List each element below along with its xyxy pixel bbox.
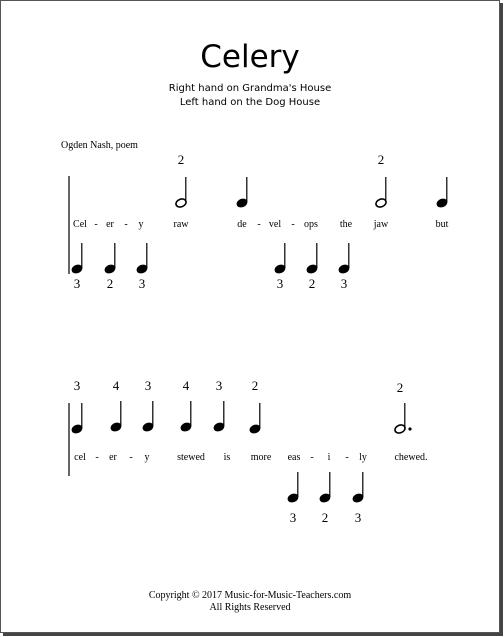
copyright-line-2: All Rights Reserved [209, 602, 291, 613]
finger-number: 2 [377, 152, 385, 167]
note-quarter [110, 378, 122, 432]
augmentation-dot [408, 427, 411, 430]
lyric-hyphen: - [291, 219, 295, 230]
system2-lyrics [74, 452, 427, 463]
lyric-syllable: is [223, 452, 231, 463]
lyric-syllable: y [144, 452, 150, 463]
note-half [375, 152, 387, 208]
note-dotted-half [394, 380, 412, 434]
system1-lyrics [73, 219, 449, 230]
note-quarter [142, 378, 154, 432]
finger-number: 2 [106, 276, 114, 291]
note-quarter [352, 472, 364, 525]
note-quarter [436, 177, 448, 208]
lyric-hyphen: - [129, 452, 133, 463]
note-quarter [71, 243, 83, 291]
copyright-line-1: Copyright © 2017 Music-for-Music-Teachers.com [148, 590, 352, 601]
lyric-syllable: raw [173, 219, 189, 230]
lyric-syllable: jaw [373, 219, 389, 230]
lyric-syllable: i [327, 452, 331, 463]
note-quarter [274, 243, 286, 291]
finger-number: 4 [112, 378, 120, 393]
lyric-syllable: eas [287, 452, 301, 463]
lyric-syllable: er [109, 452, 117, 463]
system1-lower-staff [71, 243, 350, 291]
lyric-syllable: y [138, 219, 144, 230]
poem-credit: Ogden Nash, poem [61, 140, 138, 151]
lyric-hyphen: - [345, 452, 349, 463]
finger-number: 2 [321, 510, 329, 525]
lyric-hyphen: - [257, 219, 261, 230]
note-quarter [338, 243, 350, 291]
note-quarter [287, 472, 299, 525]
music-notation [1, 1, 501, 634]
lyric-syllable: Cel [73, 219, 87, 230]
lyric-syllable: chewed. [394, 452, 428, 463]
right-hand-position: Right hand on Grandma's House [168, 83, 332, 94]
finger-number: 3 [340, 276, 348, 291]
lyric-hyphen: - [310, 452, 314, 463]
finger-number: 3 [138, 276, 146, 291]
note-quarter [180, 378, 192, 432]
note-quarter [249, 378, 261, 434]
note-quarter [319, 472, 331, 525]
finger-number: 3 [215, 378, 223, 393]
lyric-syllable: er [106, 219, 114, 230]
lyric-syllable: vel [268, 219, 282, 230]
lyric-syllable: cel [74, 452, 86, 463]
lyric-syllable: stewed [177, 452, 205, 463]
note-quarter [104, 243, 116, 291]
lyric-syllable: the [339, 219, 353, 230]
note-quarter [71, 378, 83, 434]
left-hand-position: Left hand on the Dog House [179, 97, 321, 108]
lyric-syllable: de [237, 219, 247, 230]
system2-lower-staff [287, 472, 364, 525]
finger-number: 2 [177, 152, 185, 167]
finger-number: 2 [308, 276, 316, 291]
system2-upper-staff [71, 378, 412, 434]
finger-number: 3 [354, 510, 362, 525]
finger-number: 4 [182, 378, 190, 393]
finger-number: 3 [276, 276, 284, 291]
system1-upper-staff [175, 152, 448, 208]
lyric-syllable: but [435, 219, 449, 230]
lyric-syllable: more [250, 452, 272, 463]
finger-number: 3 [73, 378, 81, 393]
copyright [1, 590, 499, 614]
note-quarter [306, 243, 318, 291]
note-quarter [213, 378, 225, 432]
lyric-hyphen: - [124, 219, 128, 230]
lyric-hyphen: - [94, 219, 98, 230]
finger-number: 3 [144, 378, 152, 393]
finger-number: 2 [396, 380, 404, 395]
finger-number: 3 [73, 276, 81, 291]
note-quarter [236, 177, 248, 208]
lyric-syllable: ops [304, 219, 318, 230]
note-half [175, 152, 187, 208]
note-quarter [136, 243, 148, 291]
lyric-syllable: ly [359, 452, 367, 463]
song-title: Celery [200, 39, 300, 75]
finger-number: 3 [289, 510, 297, 525]
finger-number: 2 [251, 378, 259, 393]
lyric-hyphen: - [95, 452, 99, 463]
